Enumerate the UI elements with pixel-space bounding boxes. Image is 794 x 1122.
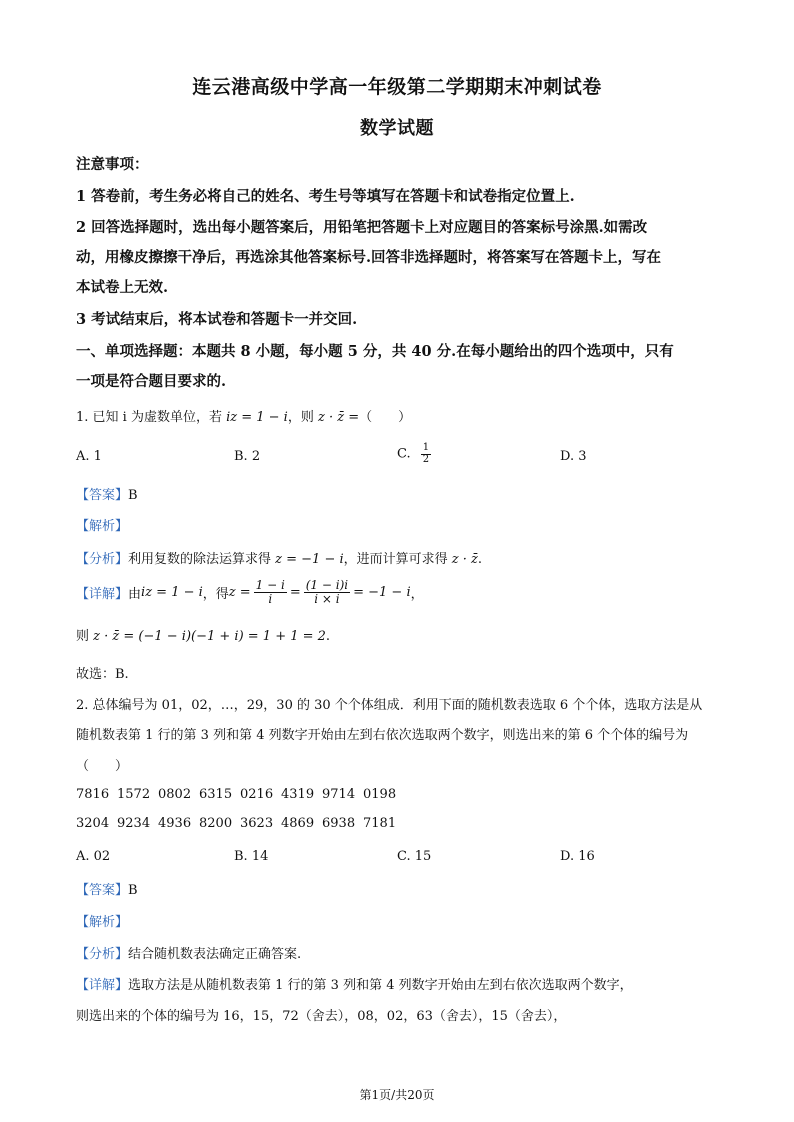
q1-detail-tag: 【详解】 — [76, 586, 129, 602]
q2-stem-line-2: 随机数表第 1 行的第 3 列和第 4 列数字开始由左到右依次选取两个数字，则选出来的第 6 个个体的编号为 — [76, 728, 689, 743]
random-number-cell: 4869 — [281, 816, 315, 831]
q2-stem-line-3: （ ） — [76, 759, 129, 774]
q1-detail — [76, 574, 424, 610]
notice-item-1: 1 答卷前，考生务必将自己的姓名、考生号等填写在答题卡和试卷指定位置上. — [76, 188, 575, 205]
q2-fenxi-tag: 【分析】 — [76, 947, 129, 962]
q1-detail-fraction-2 — [304, 579, 350, 605]
notice-item-2-line-3: 本试卷上无效. — [76, 279, 169, 296]
q2-answer-value: B — [128, 883, 138, 898]
notice-item-2-line-1: 2 回答选择题时，选出每小题答案后，用铅笔把答题卡上对应题目的答案标号涂黑.如需改 — [76, 219, 648, 236]
q2-detail-line-1 — [76, 974, 633, 993]
random-number-cell: 6938 — [322, 816, 356, 831]
q2-fenxi — [76, 943, 301, 962]
q1-option-d: D. 3 — [560, 449, 587, 464]
q1-then-text-b: . — [325, 629, 331, 644]
q1-option-c-label: C. — [397, 446, 411, 462]
random-number-cell: 4319 — [281, 787, 315, 802]
q1-stem — [76, 406, 411, 425]
q1-detail-text-b: ，得 — [202, 586, 229, 602]
q1-answer-value: B — [128, 488, 138, 503]
q1-answer-tag: 【答案】 — [76, 488, 129, 503]
q1-stem-text-a: 1. 已知 i 为虚数单位，若 — [76, 410, 227, 425]
q1-then-equation: z · z̄ = (−1 − i)(−1 + i) = 1 + 1 = 2 — [93, 629, 326, 644]
random-number-cell: 0216 — [240, 787, 274, 802]
page-number: 第1页/共20页 — [359, 1088, 435, 1102]
q1-fenxi — [76, 548, 482, 567]
notice-item-2-line-2: 动，用橡皮擦擦干净后，再选涂其他答案标号.回答非选择题时，将答案写在答题卡上，写在 — [76, 249, 662, 266]
q1-option-c-denominator: 2 — [422, 453, 430, 465]
q1-detail-equals: = — [289, 584, 301, 600]
random-number-row-2 — [76, 816, 696, 831]
q2-option-a: A. 02 — [76, 849, 111, 864]
q1-fenxi-equation: z = −1 − i — [275, 552, 344, 567]
q1-option-c — [397, 443, 431, 465]
q1-then-text-a: 则 — [76, 629, 94, 644]
random-number-cell: 8200 — [199, 816, 233, 831]
q1-then — [76, 625, 330, 644]
q2-detail-tag: 【详解】 — [76, 978, 129, 993]
q1-fenxi-text-b: ，进而计算可求得 — [343, 552, 452, 567]
q2-fenxi-text: 结合随机数表法确定正确答案. — [128, 947, 302, 962]
q1-stem-text-c: （ ） — [359, 410, 412, 425]
random-number-cell: 3204 — [76, 816, 110, 831]
random-number-cell: 7816 — [76, 787, 110, 802]
page-subtitle: 数学试题 — [360, 118, 434, 139]
q1-fenxi-text-a: 利用复数的除法运算求得 — [128, 552, 276, 567]
random-number-cell: 0198 — [363, 787, 397, 802]
q2-option-d: D. 16 — [560, 849, 595, 864]
random-number-cell: 7181 — [363, 816, 397, 831]
q1-detail-fraction-2-denominator: i × i — [314, 591, 340, 606]
notice-heading: 注意事项： — [76, 156, 149, 173]
q1-detail-fraction-1-denominator: i — [268, 591, 273, 606]
q2-option-b: B. 14 — [234, 849, 269, 864]
q1-option-c-fraction — [421, 443, 431, 465]
q1-option-c-numerator: 1 — [422, 442, 430, 453]
section-heading-line-1: 一、单项选择题：本题共 8 小题，每小题 5 分，共 40 分.在每小题给出的四个选项中，只有 — [76, 343, 674, 360]
q1-detail-equation-3: = −1 − i — [353, 584, 411, 600]
q2-answer-tag: 【答案】 — [76, 883, 129, 898]
section-heading-line-2: 一项是符合题目要求的. — [76, 373, 227, 390]
q1-stem-equation-2: z · z̄ = — [317, 410, 360, 425]
q1-analysis-tag: 【解析】 — [76, 519, 129, 534]
q1-option-b: B. 2 — [234, 449, 261, 464]
random-number-cell: 9714 — [322, 787, 356, 802]
page-title: 连云港高级中学高一年级第二学期期末冲刺试卷 — [192, 76, 602, 98]
q1-answer — [76, 484, 138, 503]
random-number-cell: 0802 — [158, 787, 192, 802]
q2-stem-line-1: 2. 总体编号为 01，02，…，29，30 的 30 个个体组成．利用下面的随机数表选取 6 个个体，选取方法是从 — [76, 698, 703, 713]
q1-detail-text-c: ， — [410, 586, 424, 602]
notice-item-3: 3 考试结束后，将本试卷和答题卡一并交回. — [76, 311, 358, 328]
random-number-cell: 1572 — [117, 787, 151, 802]
q2-option-c: C. 15 — [397, 849, 432, 864]
random-number-row-1 — [76, 787, 696, 802]
q1-fenxi-tag: 【分析】 — [76, 552, 129, 567]
random-number-cell: 6315 — [199, 787, 233, 802]
q2-analysis-tag: 【解析】 — [76, 915, 129, 930]
q1-detail-fraction-1 — [254, 579, 287, 605]
random-number-cell: 9234 — [117, 816, 151, 831]
q1-detail-text-a: 由 — [128, 586, 142, 602]
q1-option-a: A. 1 — [76, 449, 102, 464]
q1-detail-equation-2: z = — [228, 584, 251, 600]
q1-stem-text-b: ，则 — [287, 410, 318, 425]
q2-detail-text-1: 选取方法是从随机数表第 1 行的第 3 列和第 4 列数字开始由左到右依次选取两个数字， — [128, 978, 633, 993]
q1-detail-fraction-2-numerator: (1 − i)i — [305, 577, 349, 592]
q1-conclusion: 故选：B. — [76, 667, 129, 682]
random-number-cell: 3623 — [240, 816, 274, 831]
q2-detail-line-2: 则选出来的个体的编号为 16，15，72（舍去），08，02，63（舍去），15（舍去）， — [76, 1009, 567, 1024]
q2-answer — [76, 879, 138, 898]
random-number-table — [76, 787, 696, 831]
q1-detail-fraction-1-numerator: 1 − i — [255, 577, 285, 592]
q1-fenxi-text-c: . — [477, 552, 483, 567]
random-number-cell: 4936 — [158, 816, 192, 831]
q1-detail-equation-1: iz = 1 − i — [141, 584, 203, 600]
q1-fenxi-equation-2: z · z̄ — [451, 552, 478, 567]
q1-stem-equation: iz = 1 − i — [226, 410, 288, 425]
